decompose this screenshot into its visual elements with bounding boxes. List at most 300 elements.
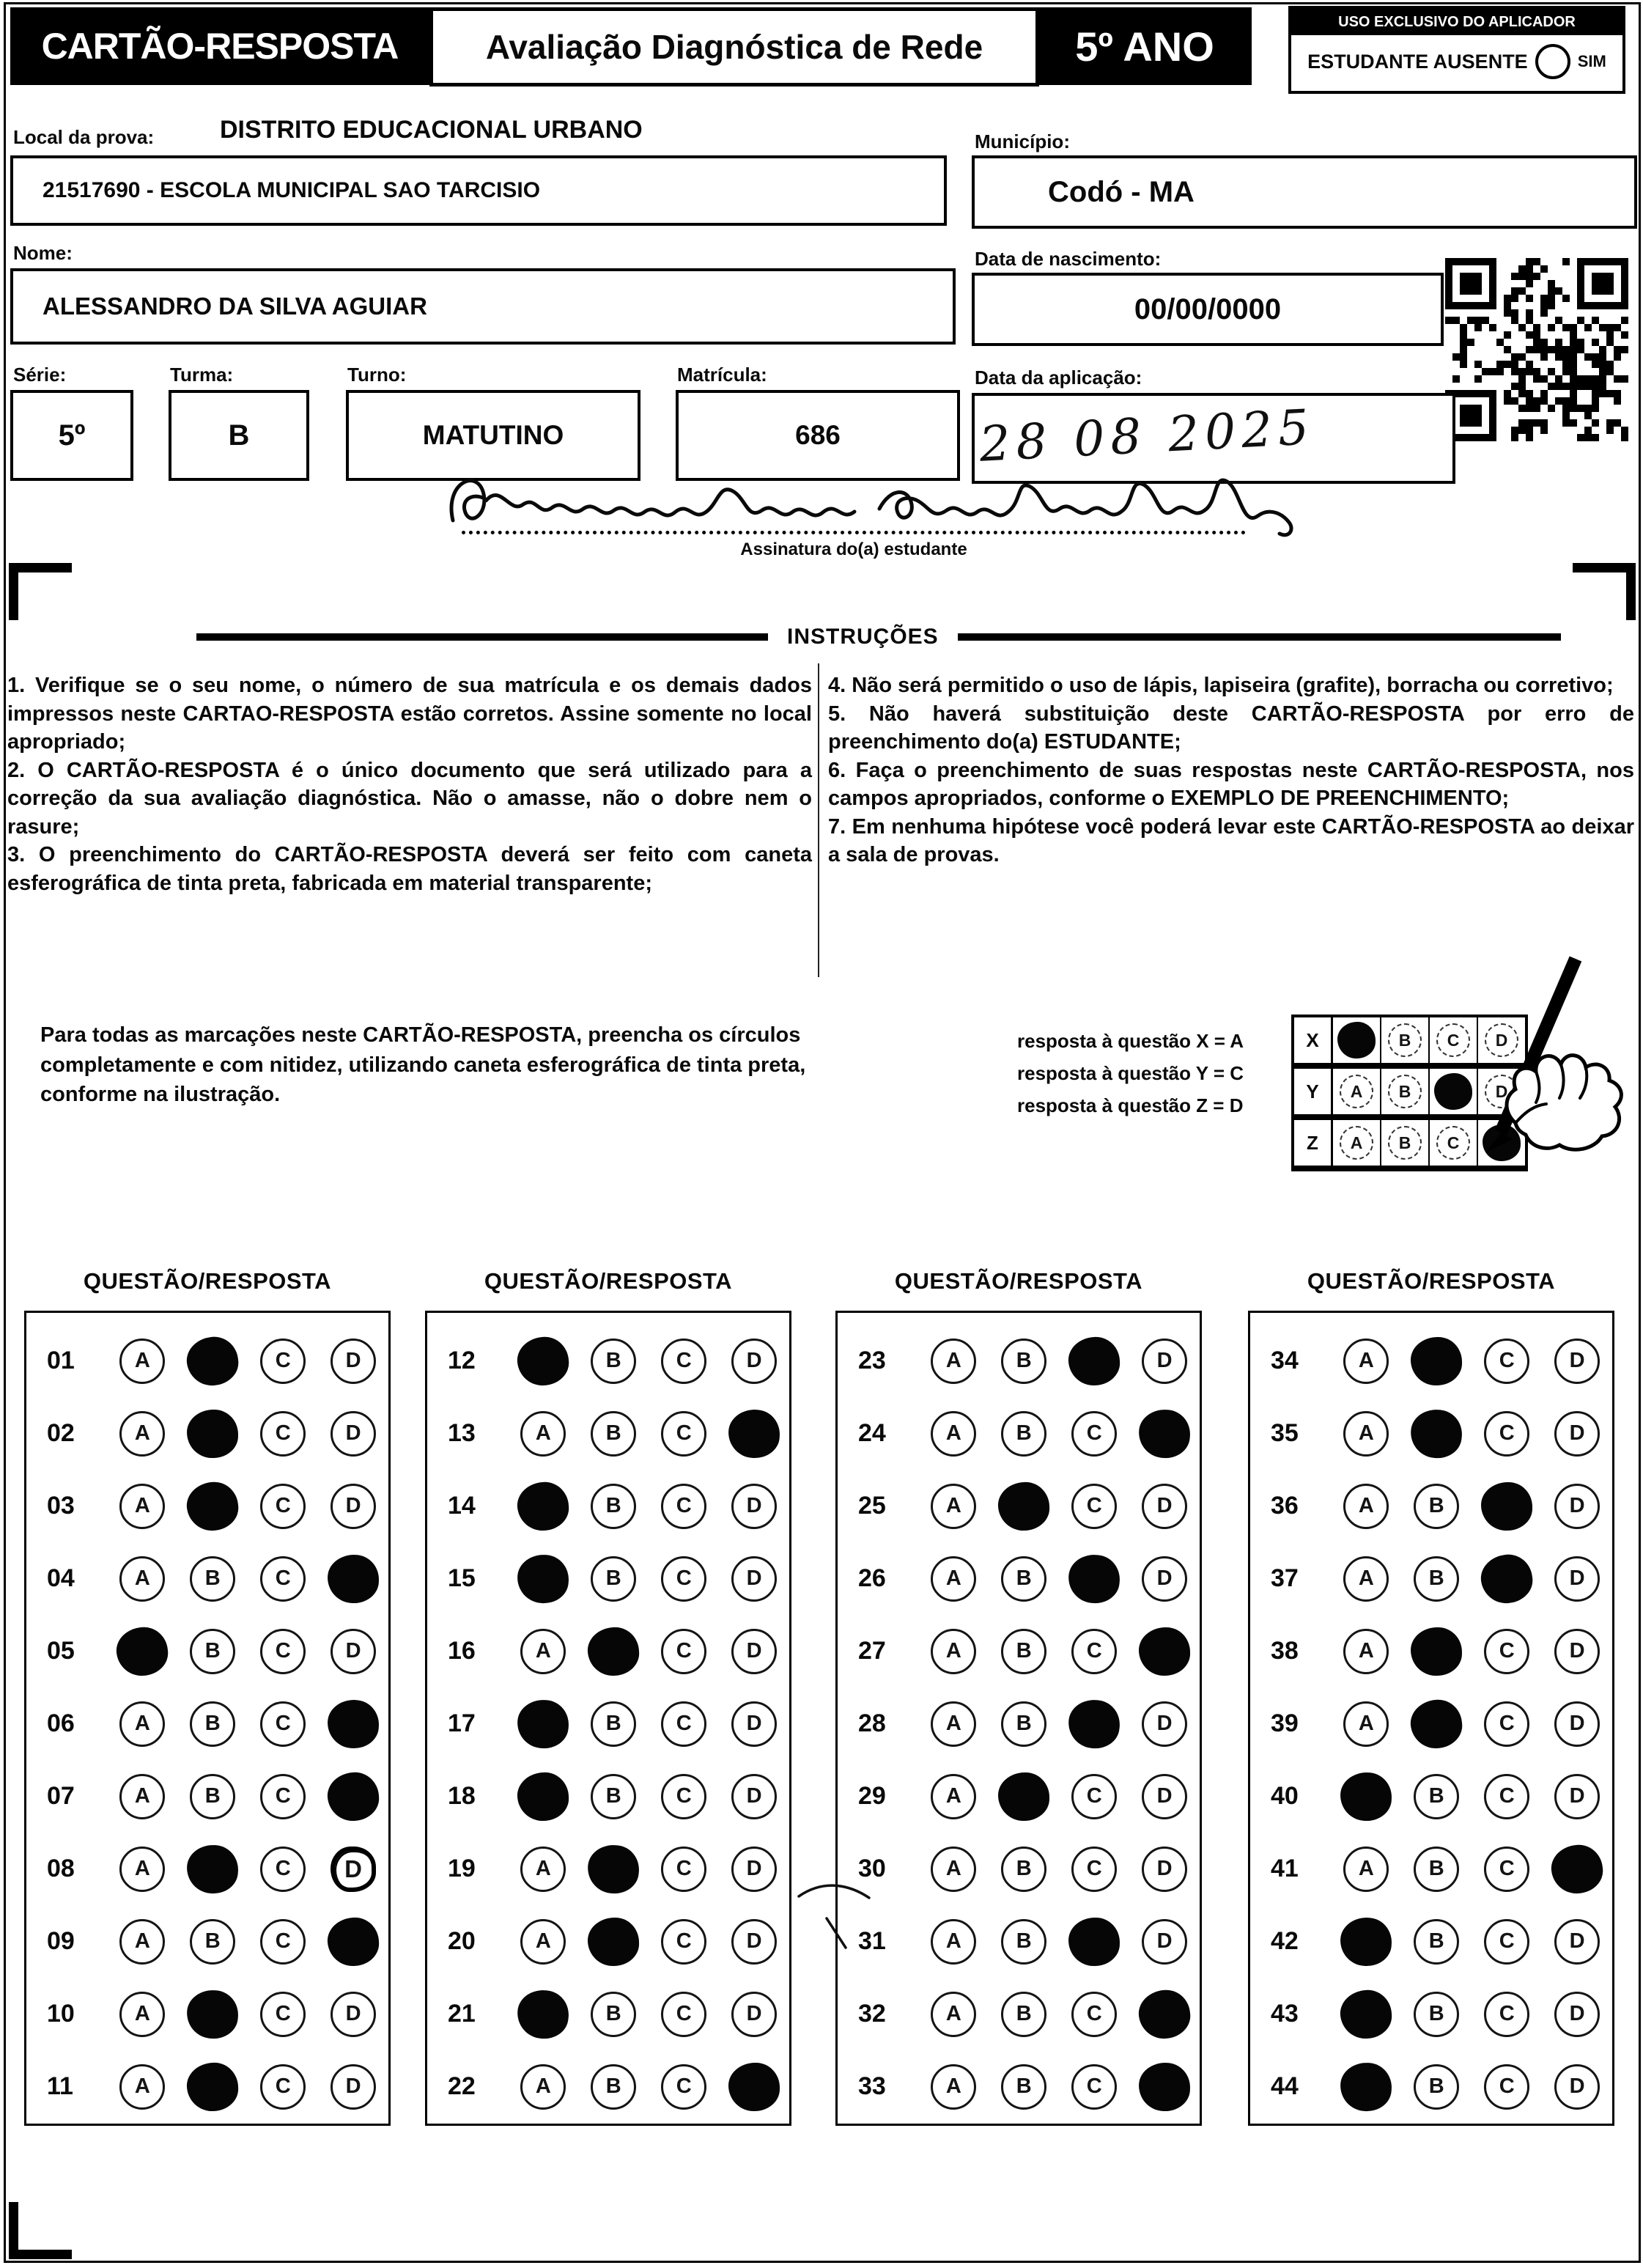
bubble-q08-C[interactable]: C (260, 1847, 306, 1892)
bubble-q37-C[interactable] (1478, 1551, 1535, 1605)
bubble-q44-D[interactable]: D (1554, 2064, 1600, 2110)
bubble-q17-A[interactable] (516, 1698, 571, 1750)
bubble-q32-A[interactable]: A (931, 1992, 976, 2037)
turma-label: Turma: (170, 364, 234, 386)
example-row-label: Z (1294, 1120, 1333, 1166)
bubble-q06-B[interactable]: B (190, 1701, 235, 1747)
nome-box (10, 268, 956, 345)
question-number-11: 11 (47, 2072, 73, 2100)
bubble-q28-A[interactable]: A (931, 1701, 976, 1747)
bubble-q27-B[interactable]: B (1001, 1629, 1046, 1674)
bubble-q11-B[interactable] (186, 2061, 239, 2111)
bubble-q19-B[interactable] (586, 1842, 642, 1896)
matricula-value: 686 (795, 420, 841, 450)
answers-header-col4: QUESTÃO/RESPOSTA (1307, 1268, 1556, 1294)
question-number-18: 18 (448, 1782, 476, 1810)
question-row-35 (1250, 1397, 1612, 1470)
bubble-q13-B[interactable]: B (591, 1411, 636, 1457)
question-row-09 (26, 1905, 388, 1978)
answer-grid-2 (425, 1311, 791, 2126)
question-number-12: 12 (448, 1347, 476, 1374)
bubble-q06-D[interactable] (326, 1698, 380, 1750)
question-row-19 (427, 1833, 789, 1905)
bubble-q25-A[interactable]: A (931, 1484, 976, 1529)
bubble-q34-C[interactable]: C (1484, 1339, 1529, 1384)
bubble-q18-A[interactable] (517, 1771, 569, 1821)
bubble-q27-A[interactable]: A (931, 1629, 976, 1674)
bubble-q38-C[interactable]: C (1484, 1629, 1529, 1674)
question-number-32: 32 (858, 2000, 886, 2028)
bubble-q04-C[interactable]: C (260, 1556, 306, 1602)
question-row-14 (427, 1470, 789, 1542)
question-row-05 (26, 1615, 388, 1687)
question-number-28: 28 (858, 1709, 886, 1737)
bubble-q14-D[interactable]: D (731, 1484, 777, 1529)
question-row-02 (26, 1397, 388, 1470)
instructions-right-column (828, 671, 1634, 869)
bubble-q22-D[interactable] (728, 2063, 780, 2111)
question-number-07: 07 (47, 1782, 75, 1810)
question-row-01 (26, 1325, 388, 1397)
bubble-q41-D[interactable] (1549, 1843, 1604, 1896)
bubble-q29-B[interactable] (998, 1772, 1049, 1821)
bubble-q02-B[interactable] (187, 1409, 239, 1458)
stray-pen-mark (793, 1866, 888, 1961)
bubble-q06-A[interactable]: A (119, 1701, 165, 1747)
bubble-q25-B[interactable] (997, 1481, 1050, 1531)
answer-grid-1 (24, 1311, 391, 2126)
bubble-q25-D[interactable]: D (1142, 1484, 1187, 1529)
question-number-06: 06 (47, 1709, 75, 1737)
bubble-q05-B[interactable]: B (190, 1629, 235, 1674)
answer-grid-3 (835, 1311, 1202, 2126)
bubble-q43-C[interactable]: C (1484, 1992, 1529, 2037)
example-bubble-Z-B: B (1388, 1126, 1422, 1160)
bubble-q23-D[interactable]: D (1142, 1339, 1187, 1384)
bubble-q22-B[interactable]: B (591, 2064, 636, 2110)
municipio-box (972, 155, 1637, 229)
question-number-34: 34 (1271, 1347, 1299, 1374)
bubble-q02-D[interactable]: D (331, 1411, 376, 1457)
local-label: Local da prova: (13, 126, 155, 148)
bubble-q26-D[interactable]: D (1142, 1556, 1187, 1602)
aplicacao-handwritten-value: 28 08 2025 (978, 398, 1316, 473)
question-row-43 (1250, 1978, 1612, 2050)
question-number-38: 38 (1271, 1637, 1299, 1665)
question-row-04 (26, 1542, 388, 1615)
bubble-q39-B[interactable] (1408, 1697, 1465, 1750)
bubble-q39-A[interactable]: A (1343, 1701, 1389, 1747)
bubble-q02-A[interactable]: A (119, 1411, 165, 1457)
bubble-q24-A[interactable]: A (931, 1411, 976, 1457)
bubble-q29-A[interactable]: A (931, 1774, 976, 1819)
bubble-q30-C[interactable]: C (1071, 1847, 1117, 1892)
serie-label: Série: (13, 364, 67, 386)
bubble-q16-D[interactable]: D (731, 1629, 777, 1674)
bubble-q15-A[interactable] (516, 1553, 570, 1605)
instructions-title: INSTRUÇÕES (787, 625, 939, 649)
bubble-q32-D[interactable] (1137, 1987, 1193, 2041)
bubble-q44-A[interactable] (1339, 2061, 1393, 2113)
question-number-27: 27 (858, 1637, 886, 1665)
bubble-q35-A[interactable]: A (1343, 1411, 1389, 1457)
bubble-q02-C[interactable]: C (260, 1411, 306, 1457)
bubble-q09-D[interactable] (326, 1916, 380, 1967)
bubble-q43-B[interactable]: B (1414, 1992, 1459, 2037)
bubble-q07-C[interactable]: C (260, 1774, 306, 1819)
bubble-q12-D[interactable]: D (731, 1339, 777, 1384)
exam-title: Avaliação Diagnóstica de Rede (429, 7, 1039, 86)
bubble-q30-D[interactable]: D (1142, 1847, 1187, 1892)
question-number-16: 16 (448, 1637, 476, 1665)
bubble-q24-D[interactable] (1137, 1407, 1192, 1460)
bubble-q12-A[interactable] (516, 1335, 571, 1388)
bubble-q09-B[interactable]: B (190, 1919, 235, 1965)
bubble-q19-D[interactable]: D (731, 1847, 777, 1892)
bubble-q43-D[interactable]: D (1554, 1992, 1600, 2037)
instructions-bar-right (958, 633, 1561, 641)
bubble-q39-C[interactable]: C (1484, 1701, 1529, 1747)
absent-yes-label: SIM (1577, 52, 1606, 70)
bubble-q17-B[interactable]: B (591, 1701, 636, 1747)
bubble-q34-A[interactable]: A (1343, 1339, 1389, 1384)
question-row-42 (1250, 1905, 1612, 1978)
bubble-q29-D[interactable]: D (1142, 1774, 1187, 1819)
question-number-15: 15 (448, 1564, 476, 1592)
question-number-24: 24 (858, 1419, 886, 1447)
bubble-q34-D[interactable]: D (1554, 1339, 1600, 1384)
example-legend-line: resposta à questão X = A (1017, 1030, 1244, 1052)
bubble-q08-A[interactable]: A (119, 1847, 165, 1892)
bubble-q25-C[interactable]: C (1071, 1484, 1117, 1529)
example-bubble-Z-A: A (1340, 1126, 1373, 1160)
bubble-q13-D[interactable] (727, 1408, 780, 1459)
bubble-q21-D[interactable]: D (731, 1992, 777, 2037)
bubble-q37-A[interactable]: A (1343, 1556, 1389, 1602)
bubble-q35-D[interactable]: D (1554, 1411, 1600, 1457)
bubble-q01-A[interactable]: A (119, 1339, 165, 1384)
bubble-q20-A[interactable]: A (520, 1919, 566, 1965)
question-row-34 (1250, 1325, 1612, 1397)
bubble-q33-D[interactable] (1138, 2061, 1191, 2111)
bubble-q31-A[interactable]: A (931, 1919, 976, 1965)
instruction-item: 2. O CARTÃO-RESPOSTA é o único documento que será utilizado para a correção da sua avaliação diagnóstica. Não o amasse, não o dobre nem o rasure; (7, 758, 812, 839)
municipio-label: Município: (975, 130, 1070, 152)
bubble-q33-B[interactable]: B (1001, 2064, 1046, 2110)
turno-value: MATUTINO (422, 420, 564, 450)
bubble-q36-B[interactable]: B (1414, 1484, 1459, 1529)
question-number-41: 41 (1271, 1855, 1299, 1882)
bubble-q13-C[interactable]: C (661, 1411, 706, 1457)
nome-value: ALESSANDRO DA SILVA AGUIAR (43, 292, 427, 320)
bubble-q20-C[interactable]: C (661, 1919, 706, 1965)
bubble-q05-A[interactable] (115, 1625, 170, 1678)
bubble-q39-D[interactable]: D (1554, 1701, 1600, 1747)
example-text: Para todas as marcações neste CARTÃO-RESPOSTA, preencha os círculos completamente e com nitidez, utilizando caneta esferográfica de tinta preta, conforme na ilustração. (40, 1023, 806, 1107)
bubble-q04-D[interactable] (327, 1553, 380, 1603)
bubble-q38-A[interactable]: A (1343, 1629, 1389, 1674)
question-number-43: 43 (1271, 2000, 1299, 2028)
aplicacao-label: Data da aplicação: (975, 367, 1142, 389)
bubble-q33-C[interactable]: C (1071, 2064, 1117, 2110)
bubble-q40-C[interactable]: C (1484, 1774, 1529, 1819)
serie-value: 5º (58, 419, 86, 452)
bubble-q38-D[interactable]: D (1554, 1629, 1600, 1674)
bubble-q36-C[interactable] (1481, 1482, 1532, 1531)
question-number-23: 23 (858, 1347, 886, 1374)
bubble-q41-A[interactable]: A (1343, 1847, 1389, 1892)
bubble-q21-C[interactable]: C (661, 1992, 706, 2037)
question-number-33: 33 (858, 2072, 886, 2100)
turno-label: Turno: (347, 364, 407, 386)
example-bubble-X-C: C (1436, 1023, 1470, 1057)
bubble-q20-D[interactable]: D (731, 1919, 777, 1965)
bubble-q18-C[interactable]: C (661, 1774, 706, 1819)
bubble-q28-D[interactable]: D (1142, 1701, 1187, 1747)
example-legend-line: resposta à questão Y = C (1017, 1062, 1244, 1084)
question-row-24 (838, 1397, 1200, 1470)
question-number-02: 02 (47, 1419, 75, 1447)
bubble-q03-D[interactable]: D (331, 1484, 376, 1529)
bubble-q06-C[interactable]: C (260, 1701, 306, 1747)
school-value: 21517690 - ESCOLA MUNICIPAL SAO TARCISIO (43, 178, 541, 202)
bubble-q14-C[interactable]: C (661, 1484, 706, 1529)
answers-header-col3: QUESTÃO/RESPOSTA (894, 1268, 1143, 1294)
instructions-column-divider (818, 663, 819, 977)
applicator-box (1288, 6, 1625, 94)
question-number-37: 37 (1271, 1564, 1299, 1592)
instruction-item: 3. O preenchimento do CARTÃO-RESPOSTA deverá ser feito com caneta esferográfica de tinta preta, fabricada em material transparente; (7, 843, 812, 895)
example-row-label: X (1294, 1017, 1333, 1063)
bubble-q23-B[interactable]: B (1001, 1339, 1046, 1384)
question-row-36 (1250, 1470, 1612, 1542)
bubble-q04-A[interactable]: A (119, 1556, 165, 1602)
question-number-20: 20 (448, 1927, 476, 1955)
local-value: DISTRITO EDUCACIONAL URBANO (220, 116, 643, 144)
bubble-q27-C[interactable]: C (1071, 1629, 1117, 1674)
bubble-q22-C[interactable]: C (661, 2064, 706, 2110)
bubble-q10-D[interactable]: D (331, 1992, 376, 2037)
bubble-q43-A[interactable] (1339, 1988, 1393, 2040)
question-number-22: 22 (448, 2072, 476, 2100)
bubble-q14-B[interactable]: B (591, 1484, 636, 1529)
bubble-q44-C[interactable]: C (1484, 2064, 1529, 2110)
bubble-q27-D[interactable] (1138, 1627, 1190, 1676)
question-number-17: 17 (448, 1709, 476, 1737)
example-bubble-X-A (1337, 1022, 1376, 1058)
question-number-21: 21 (448, 2000, 476, 2028)
bubble-q32-B[interactable]: B (1001, 1992, 1046, 2037)
bubble-q35-B[interactable] (1408, 1406, 1466, 1460)
bubble-q03-A[interactable]: A (119, 1484, 165, 1529)
bubble-q16-B[interactable] (587, 1626, 640, 1677)
bubble-q44-B[interactable]: B (1414, 2064, 1459, 2110)
bubble-q12-B[interactable]: B (591, 1339, 636, 1384)
bubble-q31-C[interactable] (1068, 1917, 1120, 1966)
turma-value: B (228, 419, 250, 452)
applicator-box-title: USO EXCLUSIVO DO APLICADOR (1291, 9, 1622, 35)
question-number-31: 31 (858, 1927, 886, 1955)
question-number-36: 36 (1271, 1492, 1299, 1520)
bubble-q35-C[interactable]: C (1484, 1411, 1529, 1457)
bubble-q40-B[interactable]: B (1414, 1774, 1459, 1819)
bubble-q12-C[interactable]: C (661, 1339, 706, 1384)
bubble-q24-B[interactable]: B (1001, 1411, 1046, 1457)
bubble-q20-B[interactable] (588, 1917, 640, 1966)
question-row-12 (427, 1325, 789, 1397)
question-number-26: 26 (858, 1564, 886, 1592)
bubble-q05-C[interactable]: C (260, 1629, 306, 1674)
example-legend-line: resposta à questão Z = D (1017, 1094, 1244, 1116)
question-row-23 (838, 1325, 1200, 1397)
example-bubble-Y-B: B (1388, 1075, 1422, 1108)
bubble-q31-B[interactable]: B (1001, 1919, 1046, 1965)
bubble-q16-C[interactable]: C (661, 1629, 706, 1674)
bubble-q09-C[interactable]: C (260, 1919, 306, 1965)
nascimento-label: Data de nascimento: (975, 248, 1162, 270)
question-row-25 (838, 1470, 1200, 1542)
bubble-q30-A[interactable]: A (931, 1847, 976, 1892)
question-row-29 (838, 1760, 1200, 1833)
instruction-item: 5. Não haverá substituição deste CARTÃO-RESPOSTA por erro de preenchimento do(a) ESTUDANTE; (828, 702, 1634, 754)
bubble-q11-A[interactable]: A (119, 2064, 165, 2110)
absent-label: ESTUDANTE AUSENTE (1307, 50, 1528, 73)
bubble-q21-B[interactable]: B (591, 1992, 636, 2037)
bubble-q26-A[interactable]: A (931, 1556, 976, 1602)
question-row-39 (1250, 1687, 1612, 1760)
bubble-q28-B[interactable]: B (1001, 1701, 1046, 1747)
instruction-item: 7. Em nenhuma hipótese você poderá levar este CARTÃO-RESPOSTA ao deixar a sala de provas. (828, 814, 1634, 867)
school-box (10, 155, 947, 226)
matricula-label: Matrícula: (677, 364, 767, 386)
bubble-q38-B[interactable] (1411, 1627, 1463, 1676)
bubble-q14-A[interactable] (516, 1480, 570, 1532)
bubble-q26-B[interactable]: B (1001, 1556, 1046, 1602)
bubble-q15-B[interactable]: B (591, 1556, 636, 1602)
bubble-q08-D[interactable]: D (331, 1847, 376, 1892)
question-row-44 (1250, 2050, 1612, 2123)
bubble-q33-A[interactable]: A (931, 2064, 976, 2110)
question-row-21 (427, 1978, 789, 2050)
question-row-18 (427, 1760, 789, 1833)
instructions-left-column (7, 671, 812, 898)
bubble-q32-C[interactable]: C (1071, 1992, 1117, 2037)
question-row-26 (838, 1542, 1200, 1615)
bubble-q21-A[interactable] (515, 1987, 572, 2041)
bubble-q42-C[interactable]: C (1484, 1919, 1529, 1965)
question-number-05: 05 (47, 1637, 75, 1665)
bubble-q13-A[interactable]: A (520, 1411, 566, 1457)
bubble-q29-C[interactable]: C (1071, 1774, 1117, 1819)
bubble-q30-B[interactable]: B (1001, 1847, 1046, 1892)
municipio-value: Codó - MA (1048, 175, 1195, 208)
question-number-10: 10 (47, 2000, 75, 2028)
bubble-q10-C[interactable]: C (260, 1992, 306, 2037)
bubble-q07-D[interactable] (326, 1770, 380, 1822)
bubble-q09-A[interactable]: A (119, 1919, 165, 1965)
bubble-q28-C[interactable] (1066, 1696, 1123, 1750)
question-number-08: 08 (47, 1855, 75, 1882)
hand-pen-illustration (1422, 953, 1642, 1173)
bubble-q19-A[interactable]: A (520, 1847, 566, 1892)
bubble-q07-A[interactable]: A (119, 1774, 165, 1819)
bubble-q42-A[interactable] (1340, 1916, 1393, 1967)
bubble-q18-D[interactable]: D (731, 1774, 777, 1819)
bubble-q10-A[interactable]: A (119, 1992, 165, 2037)
absent-sim-circle[interactable] (1535, 44, 1570, 79)
bubble-q41-B[interactable]: B (1414, 1847, 1459, 1892)
bubble-q16-A[interactable]: A (520, 1629, 566, 1674)
bubble-q24-C[interactable]: C (1071, 1411, 1117, 1457)
question-number-25: 25 (858, 1492, 886, 1520)
bubble-q40-D[interactable]: D (1554, 1774, 1600, 1819)
bubble-q36-D[interactable]: D (1554, 1484, 1600, 1529)
bubble-q03-C[interactable]: C (260, 1484, 306, 1529)
question-number-39: 39 (1271, 1709, 1299, 1737)
question-row-32 (838, 1978, 1200, 2050)
bubble-q41-C[interactable]: C (1484, 1847, 1529, 1892)
bubble-q42-D[interactable]: D (1554, 1919, 1600, 1965)
bubble-q34-B[interactable] (1411, 1336, 1463, 1385)
example-bubble-Y-D: D (1485, 1075, 1518, 1108)
signature-caption: Assinatura do(a) estudante (740, 540, 967, 559)
bubble-q15-D[interactable]: D (731, 1556, 777, 1602)
answer-grid-4 (1248, 1311, 1614, 2126)
example-bubble-Z-C: C (1436, 1126, 1470, 1160)
question-row-17 (427, 1687, 789, 1760)
bubble-q08-B[interactable] (185, 1843, 240, 1895)
bubble-q40-A[interactable] (1340, 1771, 1392, 1821)
nascimento-box (972, 273, 1444, 346)
bubble-q01-C[interactable]: C (260, 1339, 306, 1384)
bubble-q07-B[interactable]: B (190, 1774, 235, 1819)
bubble-q19-C[interactable]: C (661, 1847, 706, 1892)
question-row-06 (26, 1687, 388, 1760)
bubble-q17-C[interactable]: C (661, 1701, 706, 1747)
question-row-08 (26, 1833, 388, 1905)
bubble-q18-B[interactable]: B (591, 1774, 636, 1819)
bubble-q36-A[interactable]: A (1343, 1484, 1389, 1529)
bubble-q23-C[interactable] (1067, 1336, 1120, 1387)
bubble-q42-B[interactable]: B (1414, 1919, 1459, 1965)
bubble-q05-D[interactable]: D (331, 1629, 376, 1674)
bubble-q26-C[interactable] (1066, 1552, 1123, 1605)
question-row-41 (1250, 1833, 1612, 1905)
bubble-q03-B[interactable] (185, 1479, 241, 1533)
question-number-04: 04 (47, 1564, 75, 1592)
bubble-q31-D[interactable]: D (1142, 1919, 1187, 1965)
bubble-q04-B[interactable]: B (190, 1556, 235, 1602)
bubble-q10-B[interactable] (185, 1988, 240, 2041)
example-bubble-X-B: B (1388, 1023, 1422, 1057)
bubble-q37-D[interactable]: D (1554, 1556, 1600, 1602)
bubble-q17-D[interactable]: D (731, 1701, 777, 1747)
bubble-q11-C[interactable]: C (260, 2064, 306, 2110)
bubble-q01-D[interactable]: D (331, 1339, 376, 1384)
question-row-22 (427, 2050, 789, 2123)
example-bubble-Y-A: A (1340, 1075, 1373, 1108)
bubble-q11-D[interactable]: D (331, 2064, 376, 2110)
question-number-13: 13 (448, 1419, 476, 1447)
question-number-09: 09 (47, 1927, 75, 1955)
bubble-q22-A[interactable]: A (520, 2064, 566, 2110)
question-number-40: 40 (1271, 1782, 1299, 1810)
bubble-q15-C[interactable]: C (661, 1556, 706, 1602)
bubble-q23-A[interactable]: A (931, 1339, 976, 1384)
bubble-q01-B[interactable] (185, 1333, 242, 1388)
question-row-03 (26, 1470, 388, 1542)
bubble-q37-B[interactable]: B (1414, 1556, 1459, 1602)
